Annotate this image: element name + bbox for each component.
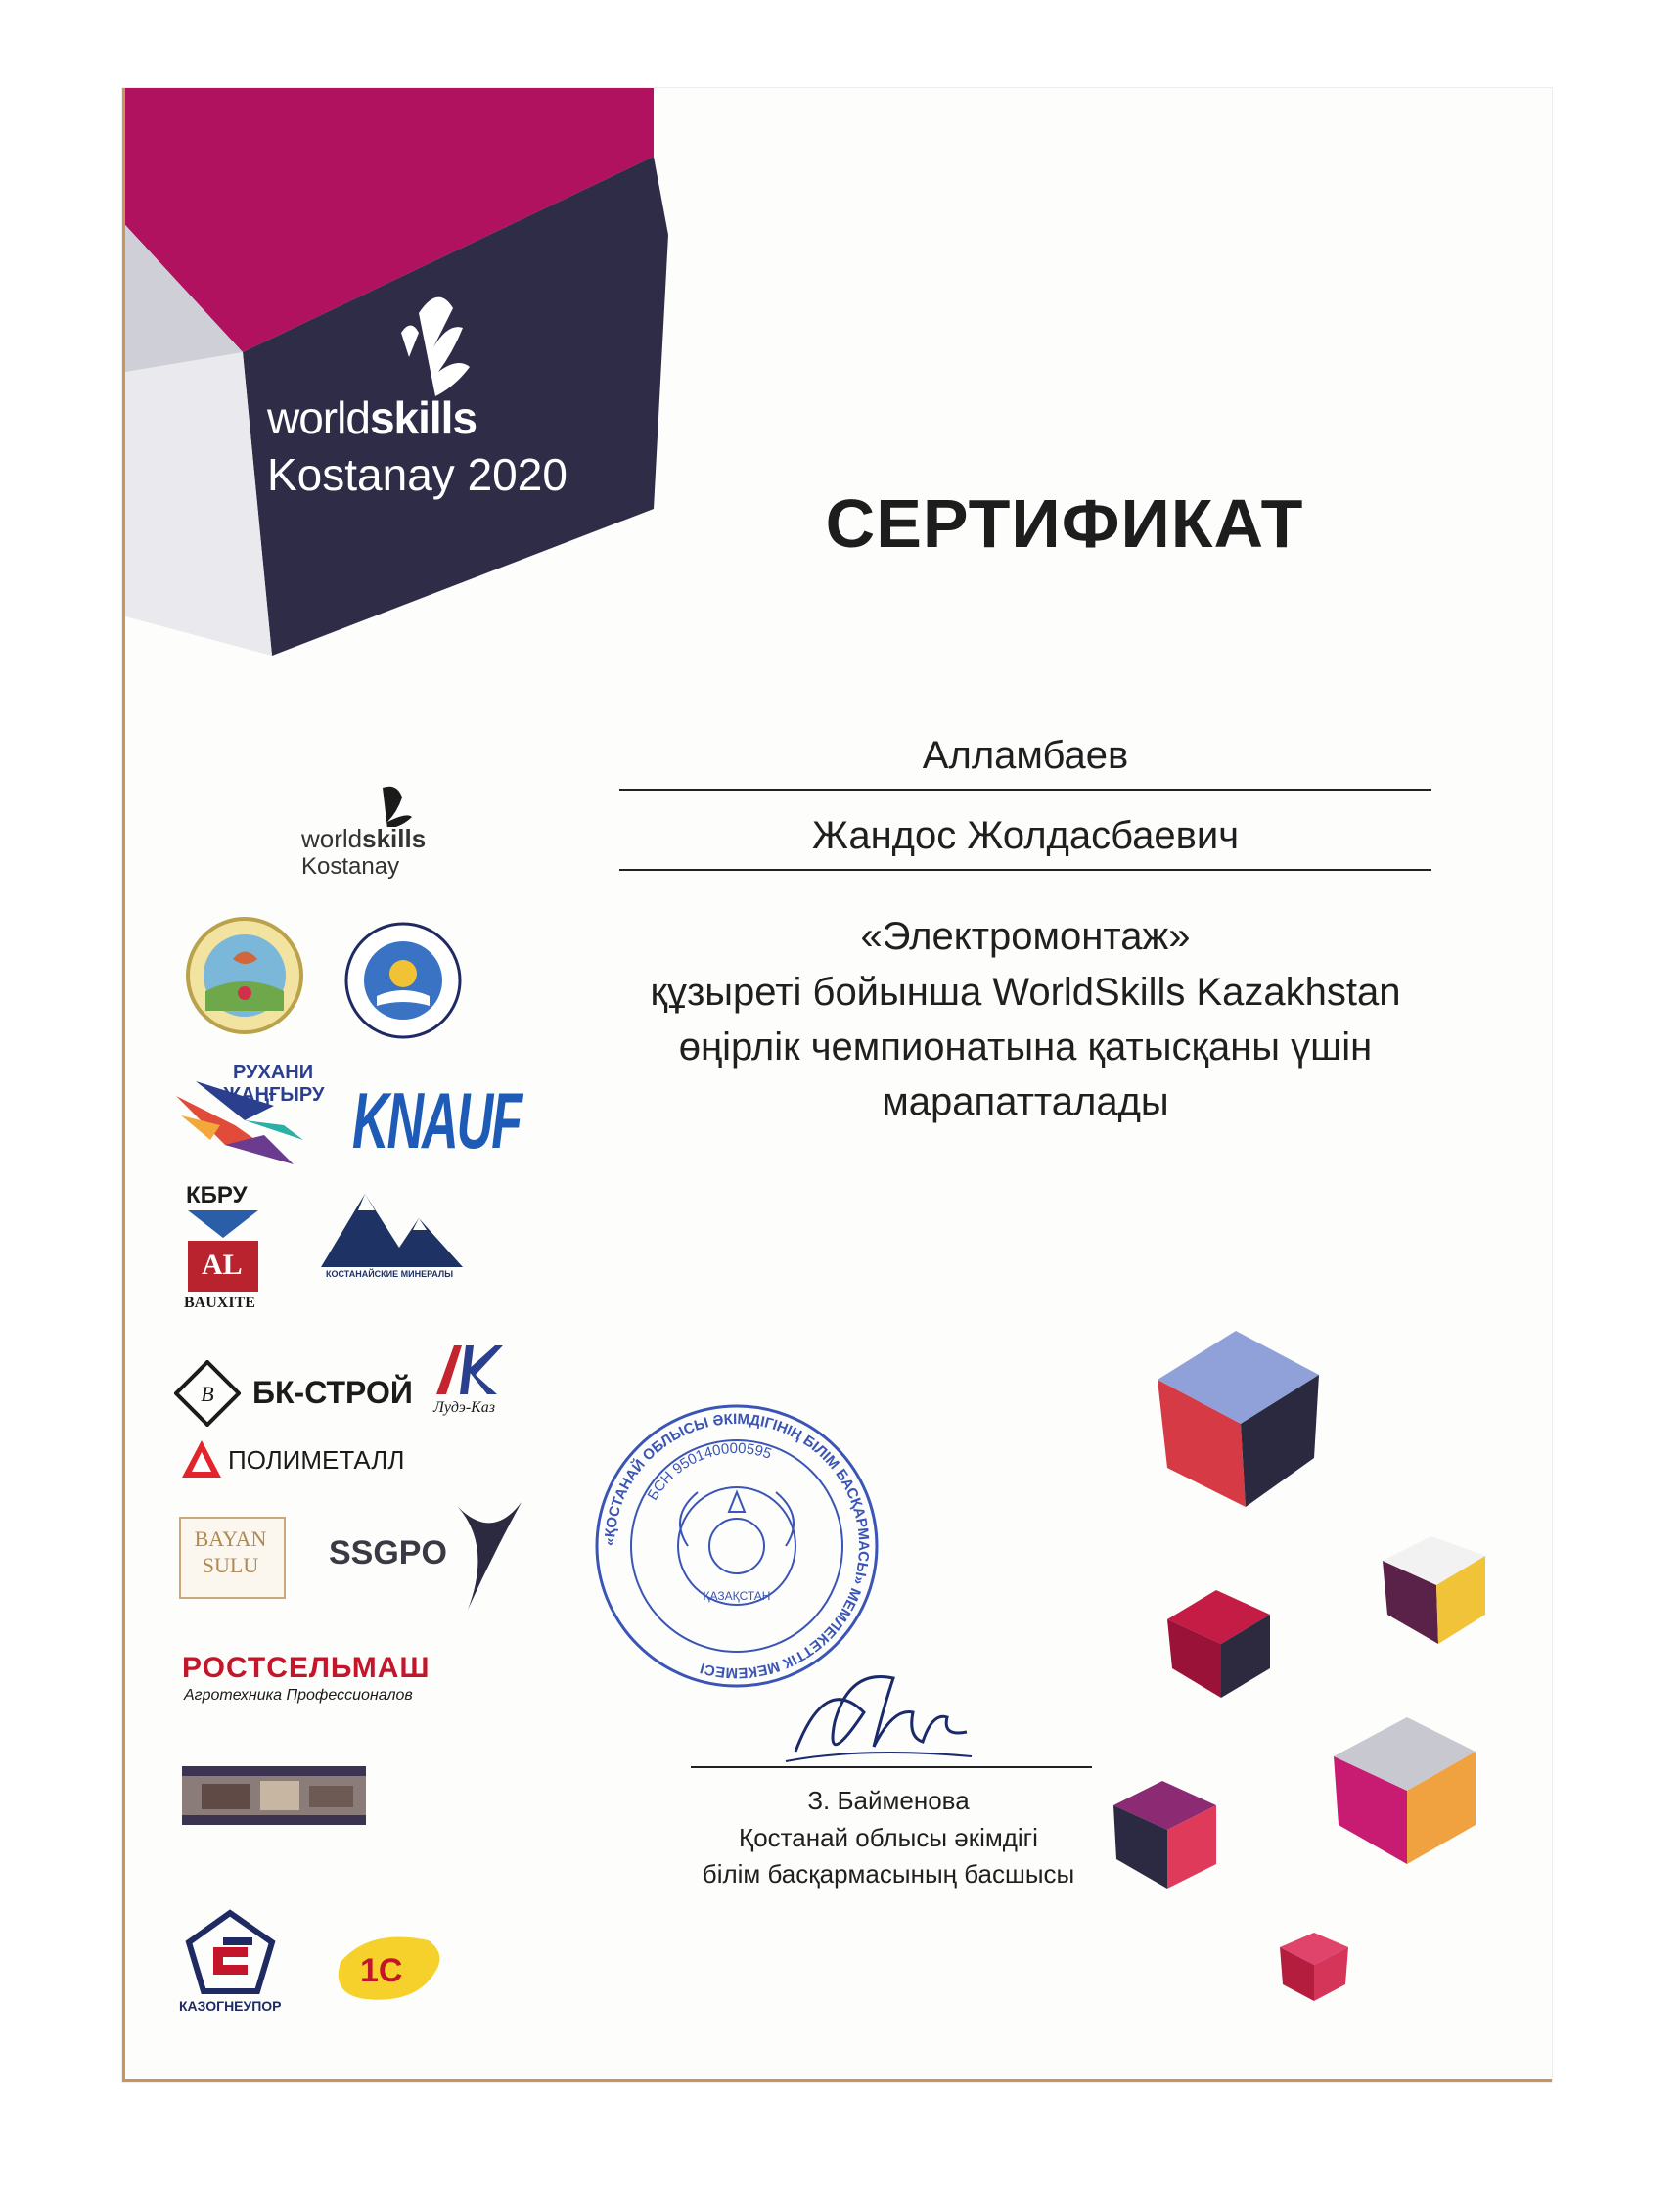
- bayan-sulu-line-1: BAYAN: [194, 1526, 267, 1551]
- kostanay-region-emblem-icon: [184, 915, 306, 1037]
- kbru-triangle-icon: [188, 1210, 258, 1240]
- kazakhstan-emblem-icon: [678, 1487, 795, 1605]
- recipient-given-names: Жандос Жолдасбаевич: [811, 814, 1240, 857]
- surname-underline: [619, 789, 1431, 791]
- signatory-position-line-2: білім басқармасының басшысы: [702, 1859, 1075, 1889]
- kbru-bauxite-text: BAUXITE: [184, 1295, 255, 1311]
- lude-kaz-mark-icon: [436, 1341, 505, 1399]
- stamp-center-text: ҚАЗАҚСТАН: [703, 1589, 771, 1603]
- bk-stroy-diamond-icon: [174, 1360, 241, 1427]
- handwritten-signature: [776, 1644, 981, 1771]
- rostselmash-tagline: Агротехника Профессионалов: [184, 1687, 413, 1704]
- decorative-cube-yellow: [1378, 1531, 1495, 1649]
- education-department-emblem-icon: [342, 920, 465, 1042]
- worldskills-small-city: Kostanay: [301, 853, 400, 880]
- signatory-name: З. Байменова: [807, 1786, 970, 1815]
- bayan-sulu-line-2: SULU: [202, 1553, 259, 1577]
- signature-line: [691, 1766, 1092, 1768]
- decorative-cube-orange: [1329, 1712, 1485, 1869]
- worldskills-small-logo: worldskills: [301, 824, 427, 853]
- decorative-cube-large: [1148, 1331, 1324, 1507]
- certificate-sheet: [122, 88, 1552, 2082]
- knauf-logo: KNAUF: [352, 1077, 521, 1166]
- header-brand-city: Kostanay 2020: [267, 449, 568, 500]
- certificate-title: СЕРТИФИКАТ: [825, 485, 1304, 562]
- lude-kaz-logo: Лудэ-Каз: [433, 1399, 496, 1416]
- kazogneupor-logo: КАЗОГНЕУПОР: [179, 1998, 282, 2014]
- kostanay-minerals-caption: КОСТАНАЙСКИЕ МИНЕРАЛЫ: [326, 1269, 454, 1279]
- svg-text:B: B: [201, 1382, 214, 1406]
- bk-stroy-logo: БК-СТРОЙ: [252, 1375, 413, 1410]
- award-text-line-3: марапатталады: [882, 1080, 1169, 1123]
- competence-name: «Электромонтаж»: [860, 915, 1191, 958]
- worldskills-small-mark-icon: [375, 783, 414, 827]
- onec-logo: 1С: [360, 1952, 403, 1989]
- ssgpo-logo: SSGPO: [329, 1534, 447, 1571]
- rukhani-logo-line-1: РУХАНИ: [233, 1062, 314, 1083]
- stamp-outer-text: «ҚОСТАНАЙ ОБЛЫСЫ ӘКІМДІГІНІҢ БІЛІМ БАСҚАРМАСЫ» МЕМЛЕКЕТТІК МЕКЕМЕСІ: [601, 1410, 873, 1682]
- award-text-line-1: құзыреті бойынша WorldSkills Kazakhstan: [650, 971, 1401, 1014]
- kostanay-minerals-mountain-icon: [321, 1179, 468, 1277]
- kbru-logo-text: КБРУ: [186, 1182, 248, 1208]
- ssgpo-mark-icon: [453, 1497, 522, 1610]
- rukhani-logo-line-2: ЖАҢҒЫРУ: [223, 1084, 325, 1106]
- polymetal-logo: ПОЛИМЕТАЛЛ: [228, 1445, 405, 1475]
- header-brand: worldskills: [267, 392, 477, 443]
- award-text-line-2: өңірлік чемпионатына қатысқаны үшін: [678, 1025, 1373, 1069]
- decorative-cube-purple: [1109, 1776, 1226, 1893]
- polymetal-triangle-icon: [182, 1440, 221, 1478]
- given-names-underline: [619, 869, 1431, 871]
- decorative-cube-small: [1275, 1928, 1353, 2006]
- decorative-cube-red: [1162, 1585, 1280, 1703]
- sponsor-banner-image: [182, 1766, 366, 1825]
- rostselmash-logo: РОСТСЕЛЬМАШ: [182, 1652, 431, 1684]
- stamp-inner-text: БСН 950140000595: [644, 1439, 774, 1504]
- recipient-surname: Алламбаев: [922, 734, 1129, 777]
- signatory-position-line-1: Қостанай облысы әкімдігі: [739, 1823, 1038, 1852]
- kbru-al-text: AL: [202, 1249, 243, 1281]
- kazogneupor-pentagon-icon: [184, 1908, 277, 2001]
